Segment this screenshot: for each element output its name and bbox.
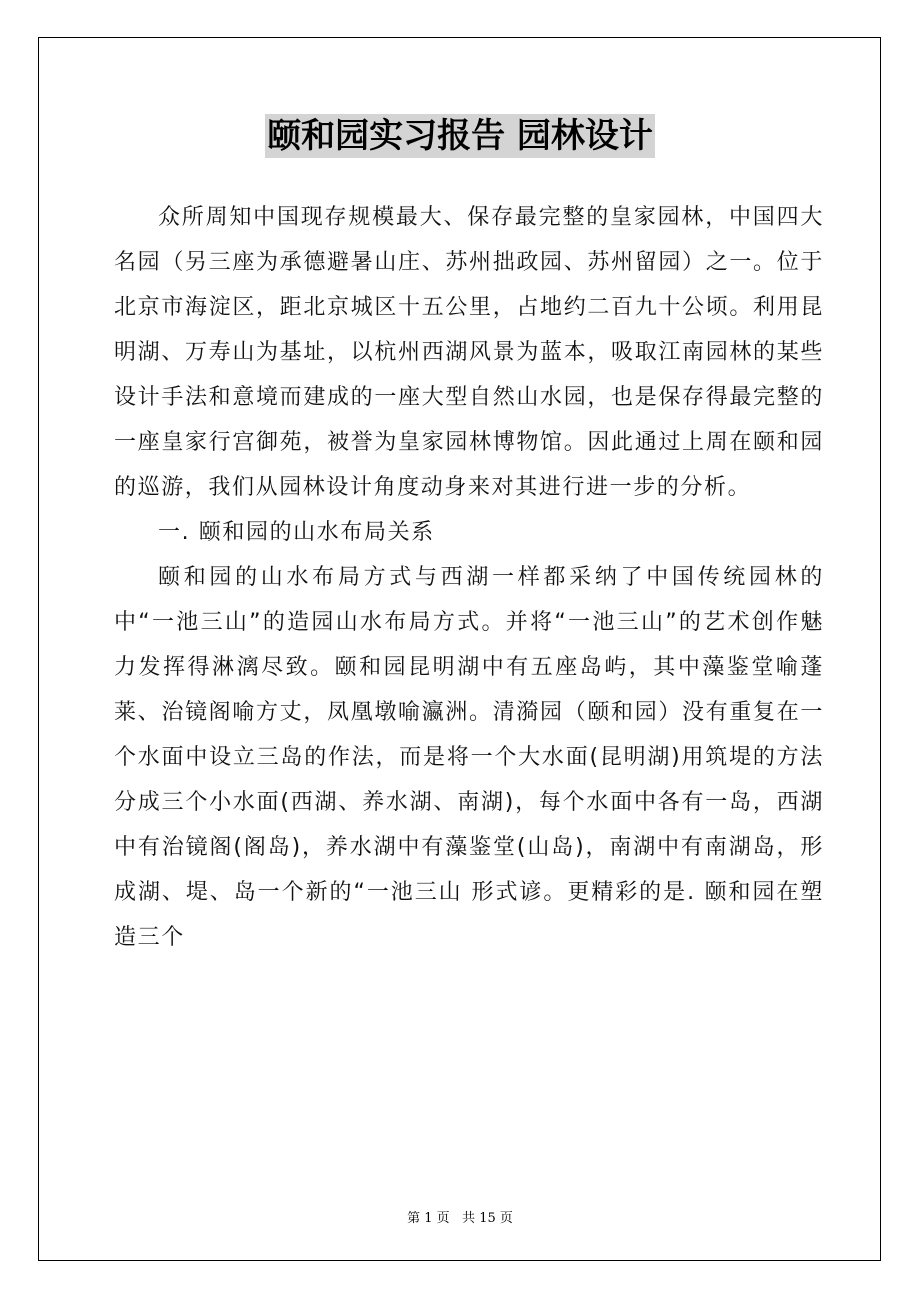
title-container bbox=[0, 114, 920, 158]
paragraph-intro: 众所周知中国现存规模最大、保存最完整的皇家园林，中国四大名园（另三座为承德避暑山庄、苏州拙政园、苏州留园）之一。位于北京市海淀区，距北京城区十五公里，占地约二百九十公顷。利用昆明湖、万寿山为基址，以杭州西湖风景为蓝本，吸取江南园林的某些设计手法和意境而建成的一座大型自然山水园，也是保存得最完整的一座皇家行宫御苑，被誉为皇家园林博物馆。因此通过上周在颐和园的巡游，我们从园林设计角度动身来对其进行进一步的分析。 bbox=[114, 205, 824, 500]
paragraph-layout: 颐和园的山水布局方式与西湖一样都采纳了中国传统园林的中“一池三山”的造园山水布局方式。并将“一池三山”的艺术创作魅力发挥得淋漓尽致。颐和园昆明湖中有五座岛屿，其中藻鉴堂喻蓬莱、治镜阁喻方丈，凤凰墩喻瀛洲。清漪园（颐和园）没有重复在一个水面中设立三岛的作法，而是将一个大水面(昆明湖)用筑堤的方法分成三个小水面(西湖、养水湖、南湖)，每个水面中各有一岛，西湖中有治镜阁(阁岛)，养水湖中有藻鉴堂(山岛)，南湖中有南湖岛，形成湖、堤、岛一个新的“一池三山 形式谚。更精彩的是. 颐和园在塑造三个 bbox=[114, 565, 824, 950]
document-title: 颐和园实习报告 园林设计 bbox=[267, 116, 653, 156]
page-footer: 第 1 页 共 15 页 bbox=[407, 1211, 513, 1226]
section-heading: 一. 颐和园的山水布局关系 bbox=[158, 520, 435, 545]
document-body bbox=[114, 195, 824, 960]
